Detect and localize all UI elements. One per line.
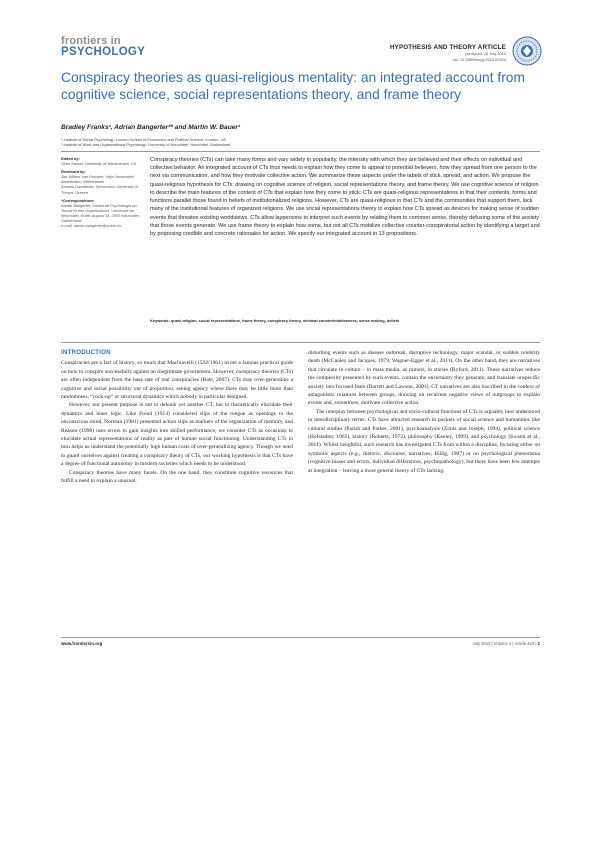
affiliations: [61, 137, 531, 148]
edited-by-label: Edited by:: [61, 156, 80, 161]
edited-by: Viren Swami, University of Westminster, UK: [61, 161, 137, 167]
affiliation: ¹ Institute of Social Psychology, London School of Economics and Political Science, London, UK: [61, 137, 226, 142]
page-number: 1: [537, 641, 540, 646]
paragraph: Conspiracies are a fact of history, so much that Machiavelli (1532/1961) wrote a famous practical guide on how to conspire successfully against an illegitimate government. However, conspiracy theories (CTs) are often independent from the base rate of real conspiracies (Bale, 2007). CTs may over-generalize a cognitive and social possibility out of proportion, seeing agency where there may be little more than randomness, “cock-up” or structural dynamics which nobody in particular designed.: [61, 360, 293, 401]
journal-logo-line1: frontiers in: [61, 35, 121, 47]
published-date: published: 16 July 2013: [465, 51, 506, 56]
footer-info: [340, 641, 540, 646]
editorial-sidebar: [61, 156, 141, 228]
keywords: [150, 318, 540, 323]
article-meta: [346, 44, 506, 62]
footer-issue-info: July 2013 | Volume 4 | Article 424 |: [472, 641, 538, 646]
header-divider: [61, 151, 540, 152]
body-column-right: [308, 349, 540, 475]
article-title: Conspiracy theories as quasi-religious mentality: an integrated account from cognitive science, social representations theory, and frame theory: [61, 70, 525, 102]
reviewed-by-label: Reviewed by:: [61, 169, 86, 175]
abstract: Conspiracy theories (CTs) can take many forms and vary widely in popularity, the intensity with which they are believed and their effects on individual and collective behavior. An integrated account of CTs thus needs to explain how they come to appeal to potential believers, how they spread from one person to the next via communication, and how they motivate collective action. We summarize these aspects under the labels of stick, spread, and action. We propose the quasi-religious hypothesis for CTs: drawing on cognitive science of religion, social representations theory, and frame theory. We use cognitive science of religion to describe the main features of the content of CTs that explain how they come to stick: CTs are quasi-religious representations in that their contents, forms and functions parallel those found in beliefs of institutionalized religions. However, CTs are quasi-religious in that CTs and the communities that support them, lack many of the institutional features of organized religions. We use social representations theory to explain how CTs spread as devices for making sense of sudden events that threaten existing worldviews. CTs allow laypersons to interpret such events by relating them to common sense, thereby defusing some of the anxiety that those events generate. We use frame theory to explain how some, but not all CTs mobilize collective counter-conspiratorial action by identifying a target and by proposing credible and concrete rationales for action. We specify our integrated account in 13 propositions.: [150, 157, 540, 237]
paragraph: However, our present purpose is not to debunk yet another CT, but to theoretically elucidate their dynamics and inner logic. Like Freud (1914) considered slips of the tongue as openings to the unconscious mind, Norman (1981) presented action slips as markers of the organization of memory, and Reason (1990) uses errors to gain insights into skilled performance, we consider CTs as occasions to elucidate actual representations of reality as part of human social functioning. Understanding CTs in turn helps us understand the potentially high human costs of over-generalizing agency. Though we need to guard ourselves against creating a conspiracy theory of CTs, our working hypothesis is that CTs have a degree of functional autonomy in modern societies which needs to be understood.: [61, 402, 293, 468]
journal-logo: [61, 36, 145, 58]
article-type: HYPOTHESIS AND THEORY ARTICLE: [389, 44, 506, 51]
paragraph: Conspiracy theories have many facets. On the one hand, they constitute cognitive resources that fulfill a need to explain a unusual,: [61, 469, 293, 485]
authors: Bradley Franks¹, Adrian Bangerter²* and Martin W. Bauer¹: [61, 124, 241, 131]
footer-site-link[interactable]: www.frontiersin.org: [61, 641, 103, 646]
correspondence: Adrian Bangerter, Institut de Psychologie du Travail et des Organisations, Université de Neuchâtel, Emile-Argand 11, 2000 Neuchâtel, Switzerland e-mail: adrian.bangerter@unine.ch: [61, 202, 140, 229]
correspondence-label: *Correspondence:: [61, 197, 95, 203]
body-column-left: [61, 349, 293, 486]
paragraph: The interplay between psychological and socio-cultural functions of CTs is arguably best understood in interdisciplinary terms. CTs have attracted research in pockets of social science and humanities like cultural studies (Parish and Parker, 2001), psychoanalysis (Zonis and Joseph, 1994), political science (Hofstadter, 1965), history (Roberts, 1972), philosophy (Keeley, 1999), and psychology (Swami et al., 2011). Whilst insightful, such research has investigated CTs from within a discipline, focusing either on symbolic aspects (e.g., rhetoric, discourse, narratives; Billig, 1987) or on psychological phenomena (cognitive biases and errors, individual differences, psychopathology), but there have been few attempts at integration – leaving a more general theory of CTs lacking.: [308, 408, 540, 474]
journal-logo-line2: PSYCHOLOGY: [61, 46, 146, 58]
keywords-list: quasi-religion, social representations, frame theory, conspiracy theory, minimal counterintuitiveness, sense making, beliefs: [170, 318, 400, 323]
body-divider: [61, 342, 540, 343]
affiliation: ² Institute of Work and Organizational Psychology, University of Neuchâtel, Neuchâtel, Switzerland: [61, 142, 231, 148]
section-heading: INTRODUCTION: [61, 349, 111, 356]
keywords-label: Keywords:: [150, 318, 170, 323]
journal-emblem-icon: [512, 36, 542, 66]
paragraph: disturbing events such as disease outbreak, disruptive technology, major scandal, or sudden celebrity death (McCauley and Jacques, 1979; Wagner-Egger et al., 2011). On the other hand, they are narratives that circulate in culture – in mass media, as rumors, in stories (Byford, 2011). These narratives reduce the complexity presented by such events, contain the uncertainty they generate, and translate unspecific anxiety into focused fears (Barrett and Lawson, 2001). CT narratives are also inscribed in the context of antagonistic relations between groups, drawing on recurrent negative views of outgroups to explain events and, sometimes, motivate collective action.: [308, 350, 540, 407]
doi[interactable]: doi: 10.3389/fpsyg.2013.00424: [452, 56, 506, 62]
reviewed-by: Jan-Willem Van Prooijen, Vrije Universiteit Amsterdam, Netherlands Antonis Gardikiotis, Democritus University of Thrace, Greece: [61, 174, 138, 195]
footer-divider: [61, 637, 540, 638]
